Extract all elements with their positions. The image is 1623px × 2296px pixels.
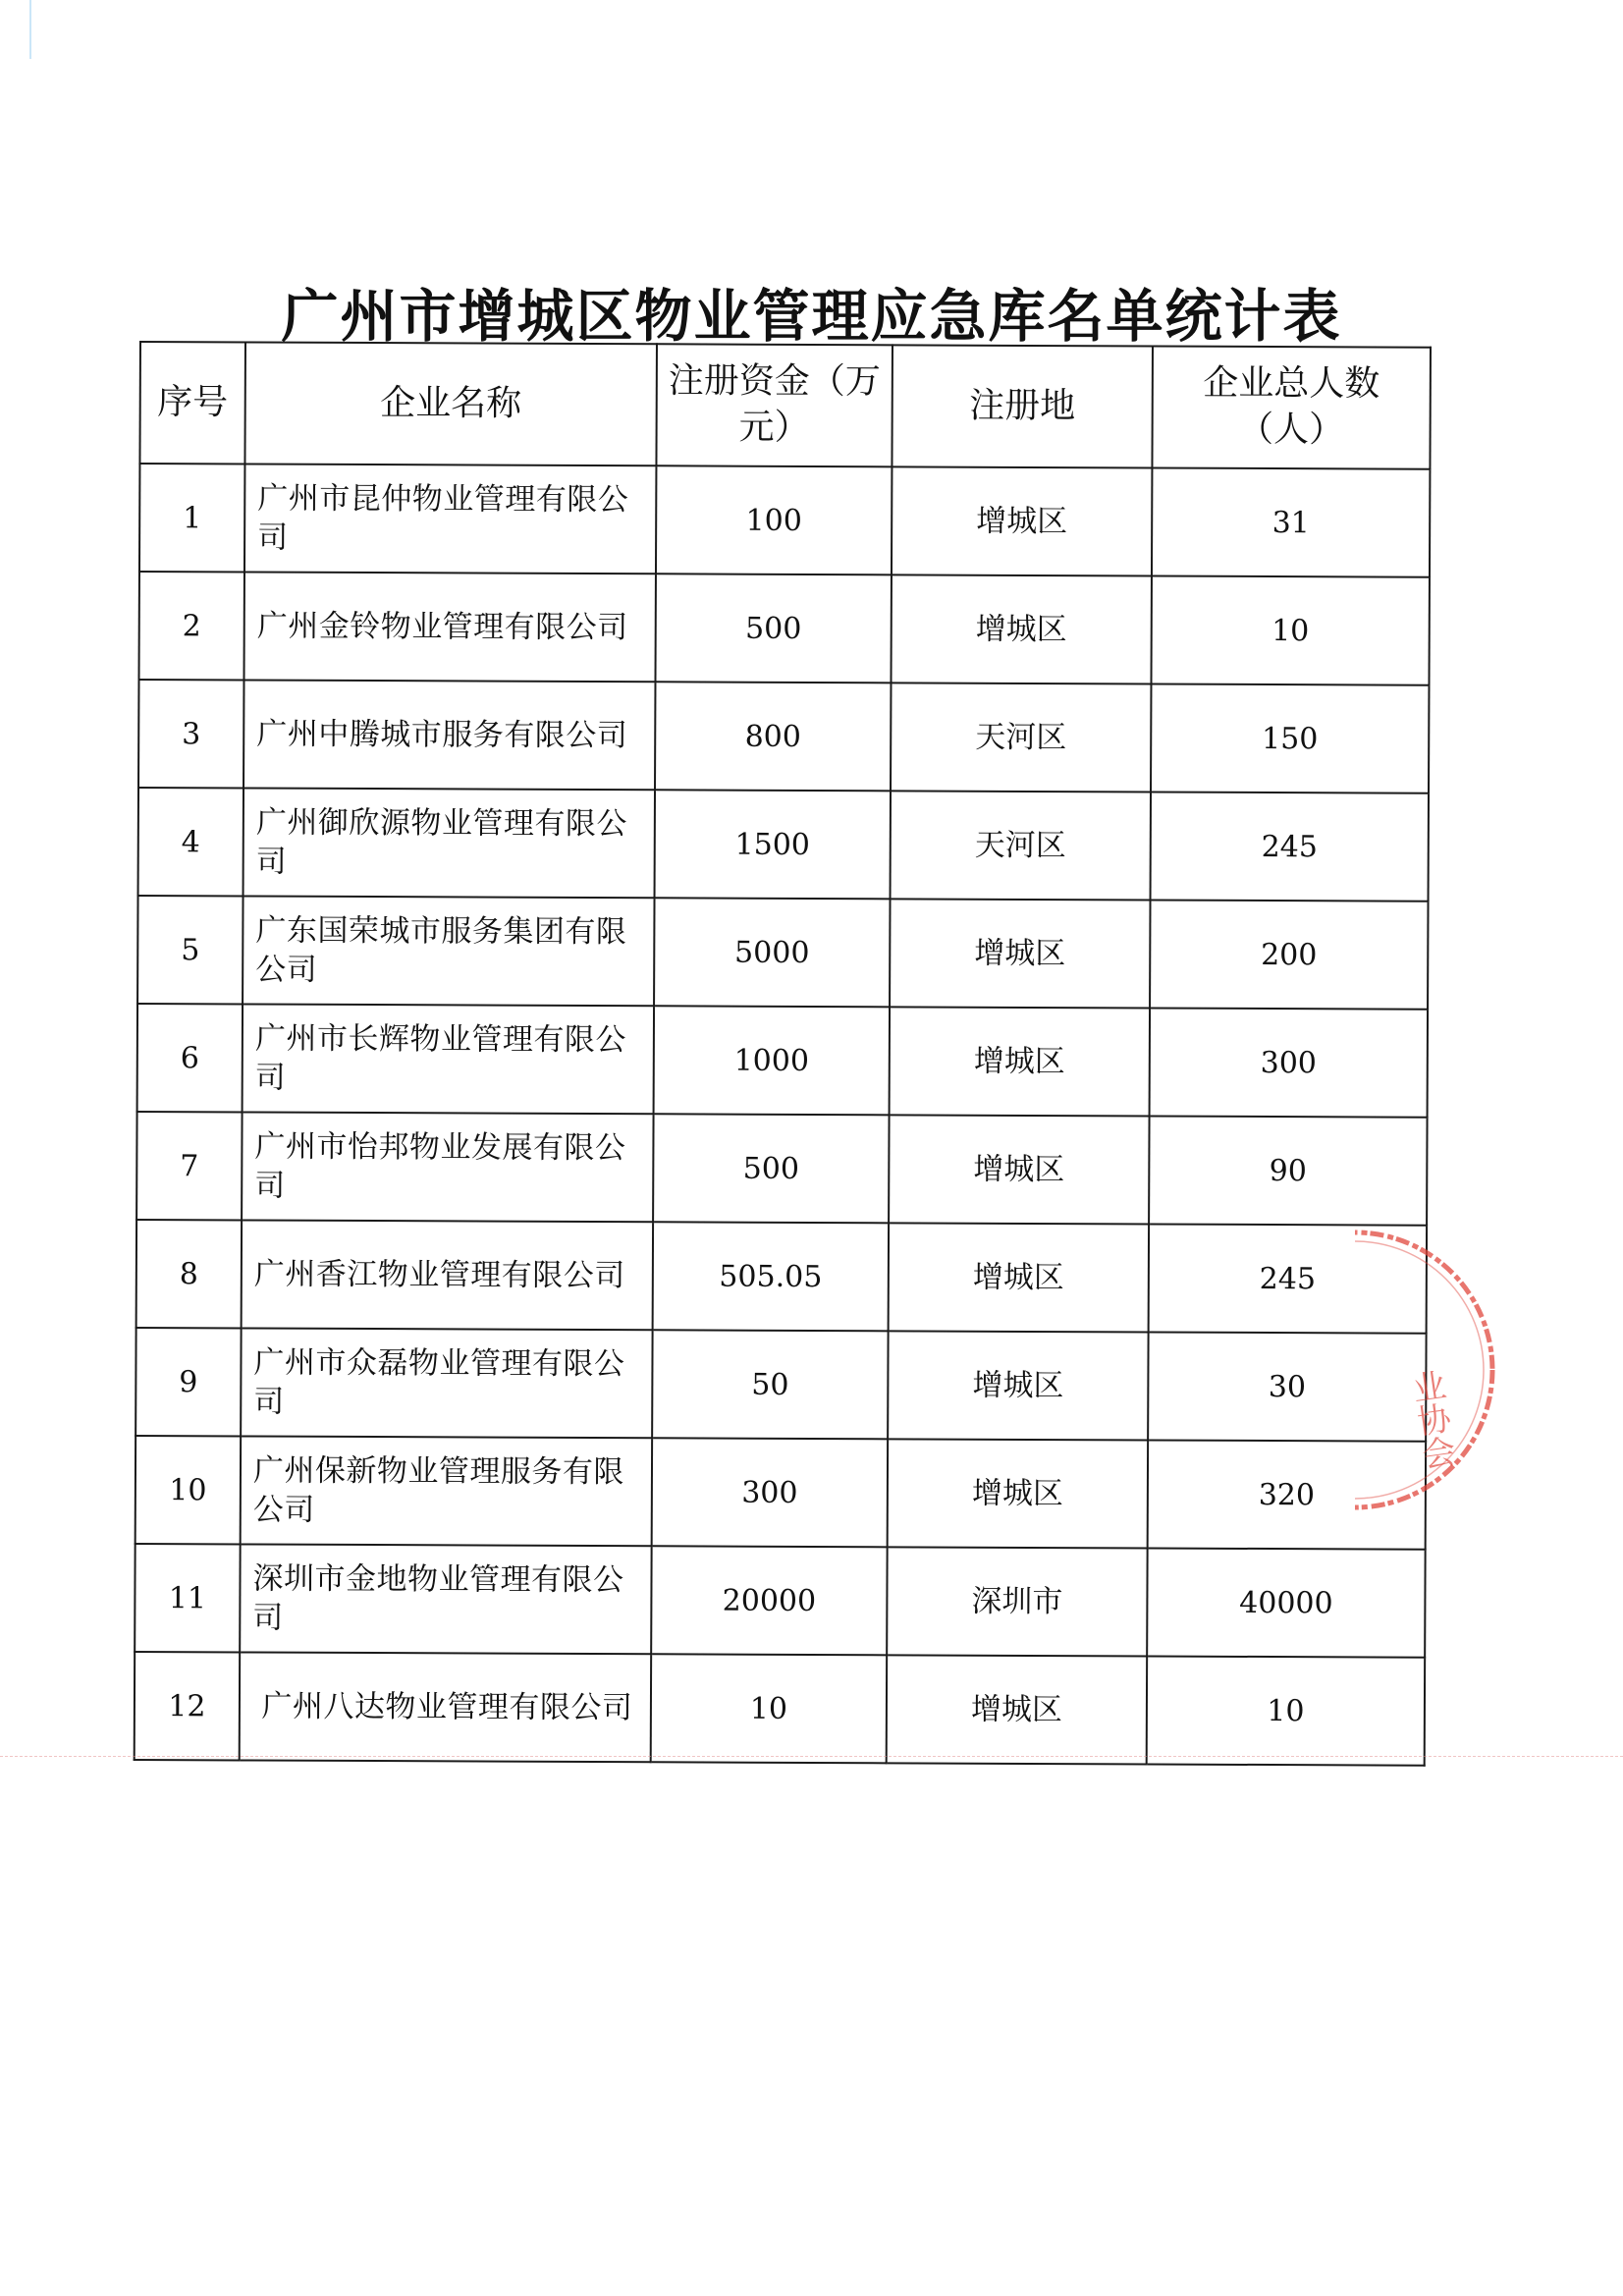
table-row xyxy=(135,1328,1426,1442)
cell-location: 天河区 xyxy=(891,791,1151,900)
table-row xyxy=(137,1004,1428,1118)
cell-capital: 5000 xyxy=(654,898,890,1007)
header-row xyxy=(139,342,1431,469)
cell-capital: 50 xyxy=(652,1330,888,1439)
cell-capital: 800 xyxy=(655,682,891,791)
cell-capital: 20000 xyxy=(651,1546,887,1655)
cell-location: 增城区 xyxy=(888,1439,1148,1548)
cell-company-name: 广州御欣源物业管理有限公司 xyxy=(243,788,655,898)
cell-seq: 11 xyxy=(135,1544,240,1652)
cell-staff: 200 xyxy=(1150,900,1428,1009)
cell-capital: 300 xyxy=(652,1438,888,1547)
scan-margin-mark xyxy=(29,0,31,59)
cell-location: 增城区 xyxy=(889,1223,1149,1332)
cell-location: 深圳市 xyxy=(887,1547,1147,1656)
header-capital: 注册资金（万元） xyxy=(656,344,893,466)
cell-capital: 100 xyxy=(656,465,892,574)
table-row xyxy=(138,680,1429,793)
cell-seq: 6 xyxy=(137,1004,243,1112)
cell-location: 增城区 xyxy=(890,899,1150,1008)
table-row xyxy=(135,1544,1425,1658)
cell-staff: 30 xyxy=(1148,1332,1426,1441)
cell-seq: 9 xyxy=(135,1328,241,1436)
cell-location: 增城区 xyxy=(889,1115,1149,1224)
cell-location: 增城区 xyxy=(891,574,1151,683)
cell-company-name: 广州市怡邦物业发展有限公司 xyxy=(242,1112,653,1222)
table-row xyxy=(135,1436,1426,1550)
cell-location: 增城区 xyxy=(888,1331,1148,1440)
cell-staff: 10 xyxy=(1147,1656,1425,1765)
table-row xyxy=(138,788,1429,902)
cell-company-name: 广州市长辉物业管理有限公司 xyxy=(243,1004,654,1114)
cell-capital: 1500 xyxy=(655,790,891,899)
cell-staff: 300 xyxy=(1150,1008,1428,1117)
cell-company-name: 广州八达物业管理有限公司 xyxy=(240,1652,651,1762)
cell-seq: 7 xyxy=(136,1112,242,1220)
page-title: 广州市增城区物业管理应急库名单统计表 xyxy=(281,282,1342,350)
cell-company-name: 广州香江物业管理有限公司 xyxy=(242,1220,653,1330)
cell-staff: 150 xyxy=(1151,683,1429,793)
cell-staff: 40000 xyxy=(1147,1548,1425,1657)
page-fold-line xyxy=(0,1756,1623,1757)
cell-company-name: 广州市众磊物业管理有限公司 xyxy=(241,1328,652,1438)
table-row xyxy=(139,464,1430,577)
cell-staff: 245 xyxy=(1151,792,1429,901)
cell-location: 增城区 xyxy=(890,1007,1150,1116)
cell-staff: 31 xyxy=(1152,468,1430,577)
cell-capital: 505.05 xyxy=(653,1222,889,1331)
header-name: 企业名称 xyxy=(244,342,657,465)
cell-capital: 10 xyxy=(651,1654,887,1763)
roster-table xyxy=(134,341,1432,1767)
header-staff: 企业总人数（人） xyxy=(1152,347,1431,469)
cell-company-name: 广州保新物业管理服务有限公司 xyxy=(241,1436,652,1546)
cell-location: 增城区 xyxy=(892,466,1152,575)
cell-location: 增城区 xyxy=(887,1655,1147,1764)
cell-staff: 90 xyxy=(1149,1116,1427,1225)
table-row xyxy=(136,1112,1427,1226)
cell-company-name: 深圳市金地物业管理有限公司 xyxy=(240,1544,651,1654)
cell-company-name: 广东国荣城市服务集团有限公司 xyxy=(243,896,654,1006)
cell-company-name: 广州中腾城市服务有限公司 xyxy=(243,680,655,790)
cell-capital: 1000 xyxy=(654,1006,890,1115)
table-row xyxy=(136,1220,1427,1334)
cell-capital: 500 xyxy=(653,1114,889,1223)
cell-seq: 4 xyxy=(138,788,243,896)
table-row xyxy=(138,572,1429,685)
cell-seq: 12 xyxy=(135,1652,240,1760)
cell-seq: 2 xyxy=(138,572,243,680)
cell-staff: 10 xyxy=(1151,576,1429,685)
cell-company-name: 广州市昆仲物业管理有限公司 xyxy=(244,464,656,574)
cell-capital: 500 xyxy=(655,574,891,683)
cell-staff: 320 xyxy=(1148,1440,1426,1549)
seal-text: 业协会 xyxy=(1404,1367,1458,1472)
cell-seq: 10 xyxy=(135,1436,241,1544)
cell-seq: 1 xyxy=(139,464,244,572)
cell-seq: 3 xyxy=(138,680,243,788)
cell-seq: 5 xyxy=(137,896,243,1004)
table-row xyxy=(137,896,1428,1010)
cell-company-name: 广州金铃物业管理有限公司 xyxy=(243,572,655,682)
table-row xyxy=(135,1652,1425,1766)
header-location: 注册地 xyxy=(892,345,1153,467)
header-seq: 序号 xyxy=(139,342,245,464)
cell-staff: 245 xyxy=(1149,1224,1427,1333)
cell-seq: 8 xyxy=(136,1220,242,1328)
cell-location: 天河区 xyxy=(891,683,1151,792)
